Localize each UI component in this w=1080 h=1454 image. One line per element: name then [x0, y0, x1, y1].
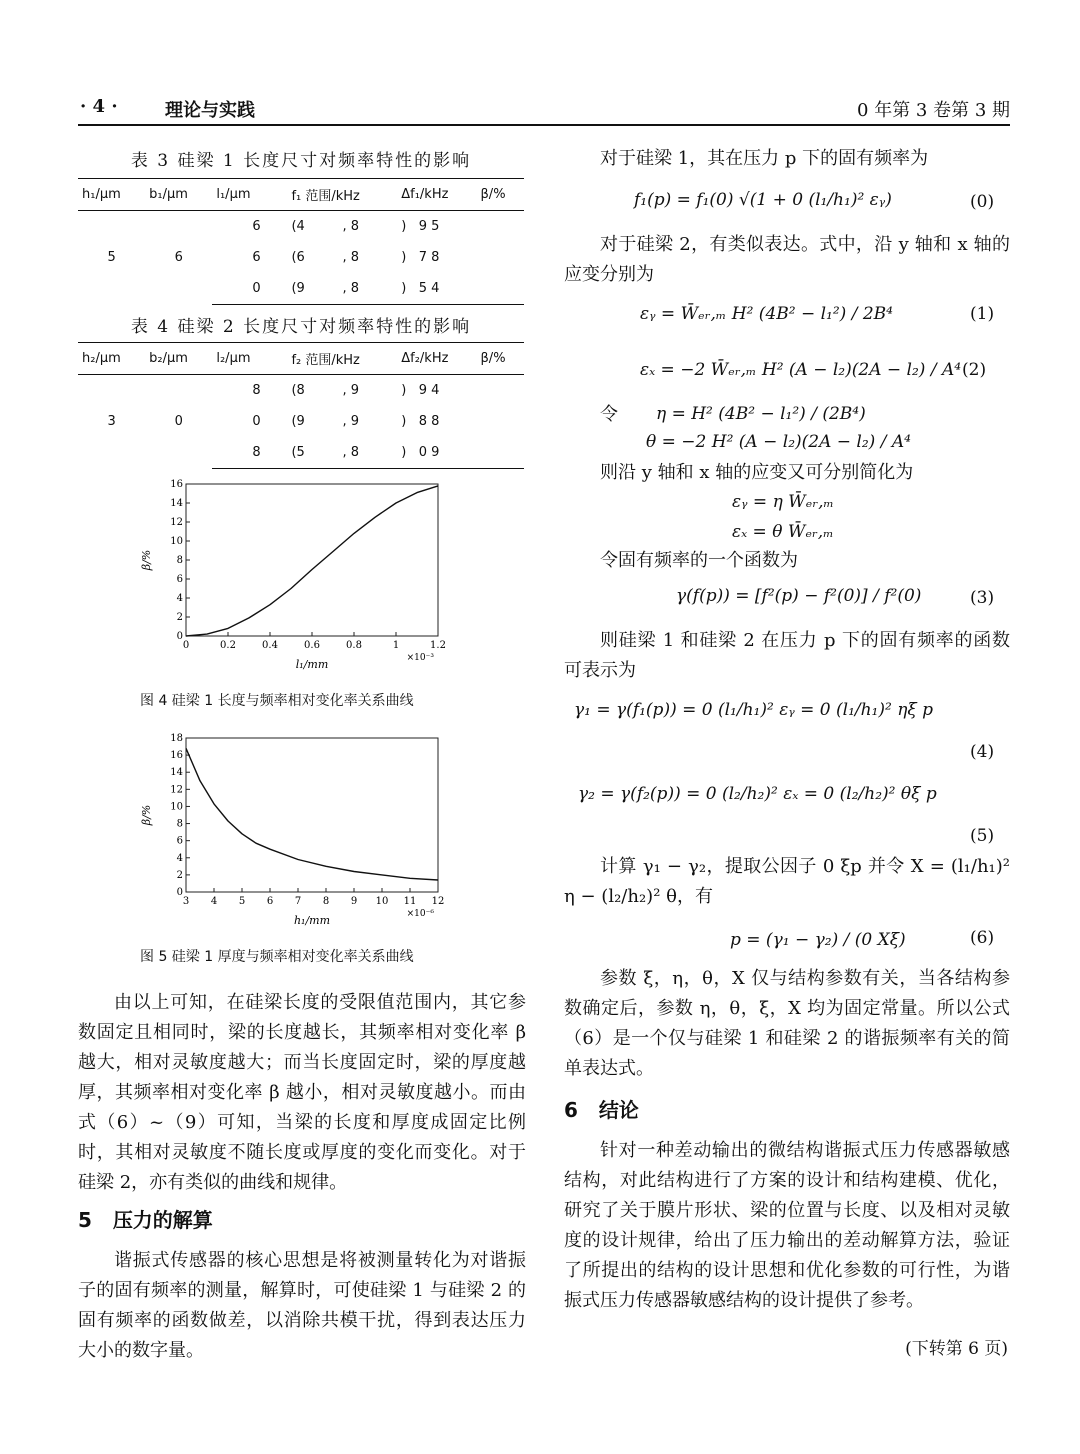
figure5-chart — [140, 730, 460, 928]
table-row — [78, 375, 524, 407]
paragraph-strain-simplified: 则沿 y 轴和 x 轴的应变又可分别简化为 — [600, 462, 914, 483]
equation-10-number: (0) — [970, 192, 995, 212]
y-tick-label: 16 — [170, 479, 183, 490]
table-cell: 7 8 — [418, 250, 440, 265]
y-tick-label: 4 — [176, 593, 183, 604]
table-cell: 5 4 — [418, 281, 440, 296]
table-row — [78, 211, 524, 243]
table-cell: 8 — [212, 437, 287, 469]
equation-15: γ₂ = γ(f₂(p)) = 0 (l₂/h₂)² εₓ = 0 (l₂/h₂)² θξ p — [578, 784, 937, 804]
x-tick-label: 3 — [182, 896, 190, 907]
equation-16-number: (6) — [970, 928, 995, 948]
table-cell: 0 — [252, 414, 261, 429]
table-cell: (8 — [291, 383, 305, 398]
series-line — [186, 486, 438, 636]
table4-header: b₂/μm — [145, 343, 212, 375]
y-tick-label: 12 — [170, 517, 183, 528]
y-tick-label: 2 — [176, 612, 183, 623]
table3-header: b₁/μm — [145, 179, 212, 211]
table4-caption: 表 4 硅梁 2 长度尺寸对频率特性的影响 — [130, 317, 472, 337]
x-tick-label: 1.2 — [430, 640, 446, 651]
table-cell: , 8 — [342, 250, 360, 265]
equation-14-number: (4) — [970, 742, 995, 762]
table3-header: Δf₁/kHz — [397, 179, 476, 211]
y-tick-label: 10 — [170, 801, 183, 813]
table-cell — [397, 242, 476, 273]
x-tick-label: 11 — [403, 896, 417, 907]
table-cell: ) — [401, 250, 407, 265]
table-cell: 8 — [252, 383, 261, 398]
table3-header: h₁/μm — [78, 179, 145, 211]
equation-10: f₁(p) = f₁(0) √(1 + 0 (l₁/h₁)² εᵧ) — [634, 190, 892, 210]
table-cell — [477, 437, 524, 469]
equation-12: εₓ = −2 W̄ₑᵣ,ₘ H² (A − l₂)(2A − l₂) / A⁴ — [640, 360, 962, 380]
paragraph-frequency-function: 令固有频率的一个函数为 — [600, 550, 798, 571]
equation-13-number: (3) — [970, 588, 995, 608]
table-cell: 0 9 — [418, 445, 440, 460]
x-tick-label: 5 — [238, 896, 246, 907]
x-tick-label: 8 — [322, 896, 330, 907]
paragraph-conclusion-of-analysis: 由以上可知，在硅梁长度的受限值范围内，其它参数固定且相同时，梁的长度越长，其频率相对变化率 β 越大，相对灵敏度越大；而当长度固定时，梁的厚度越厚，其频率相对变化率 β 越小，相对灵敏度越小。而由式（6）~（9）可知，当梁的长度和厚度成固定比例时，其相对灵敏度不随长度或厚度的变化而变化。对于硅梁 2，亦有类似的曲线和规律。 — [78, 992, 526, 1193]
equation-eps-x: εₓ = θ W̄ₑᵣ,ₘ — [732, 522, 834, 542]
x-tick-label: 9 — [350, 896, 358, 907]
table-cell — [397, 375, 476, 407]
y-tick-label: 12 — [170, 784, 183, 796]
x-tick-label: 4 — [210, 896, 218, 907]
table-cell: 9 4 — [418, 383, 440, 398]
y-tick-label: 14 — [170, 767, 183, 779]
figure4-caption: 图 4 硅梁 1 长度与频率相对变化率关系曲线 — [140, 693, 414, 709]
series-line — [186, 748, 438, 880]
table-cell: 6 — [252, 250, 261, 265]
y-tick-label: 14 — [170, 498, 183, 509]
figure4-chart — [140, 476, 460, 672]
equation-15-number: (5) — [970, 826, 995, 846]
y-tick-label: 8 — [176, 818, 183, 830]
table-cell: , 8 — [342, 219, 360, 234]
paragraph-compute-difference: 计算 γ₁ − γ₂，提取公因子 0 ξp 并令 X = (l₁/h₁)² η − (l₂/h₂)² θ，有 — [564, 856, 1010, 907]
table-cell: 6 — [252, 219, 261, 234]
running-section-title: 理论与实践 — [165, 100, 255, 121]
section6-title: 结论 — [598, 1098, 639, 1122]
paragraph-frequency-functions: 则硅梁 1 和硅梁 2 在压力 p 下的固有频率的函数可表示为 — [564, 630, 1010, 681]
table-cell: , 8 — [339, 437, 398, 469]
paragraph-parameters: 参数 ξ，η，θ，X 仅与结构参数有关，当各结构参数确定后，参数 η，θ，ξ，X 均为固定常量。所以公式（6）是一个仅与硅梁 1 和硅梁 2 的谐振频率有关的简单表达式。 — [564, 968, 1010, 1079]
section5-heading — [78, 1204, 213, 1233]
table-cell: 5 — [107, 250, 116, 266]
equation-13: γ(f(p)) = [f²(p) − f²(0)] / f²(0) — [676, 586, 922, 606]
equation-eps-y: εᵧ = η W̄ₑᵣ,ₘ — [732, 492, 834, 512]
y-tick-label: 0 — [176, 631, 183, 642]
table-cell — [477, 273, 524, 305]
x-axis-multiplier: ×10⁻³ — [406, 653, 434, 663]
table-cell — [397, 406, 476, 437]
table-cell: 0 — [174, 414, 183, 430]
table-cell: ) — [401, 414, 407, 429]
x-tick-label: 0.8 — [346, 640, 362, 651]
x-tick-label: 12 — [431, 896, 445, 907]
x-tick-label: 7 — [294, 896, 302, 907]
table-cell: , 8 — [339, 273, 398, 305]
table4 — [78, 342, 524, 469]
table4-header: β/% — [477, 343, 524, 375]
table3-header: β/% — [477, 179, 524, 211]
y-tick-label: 6 — [176, 835, 183, 847]
page-number: · 4 · — [80, 96, 118, 117]
table-cell: (9 — [287, 273, 338, 305]
y-tick-label: 16 — [170, 750, 183, 762]
section6-heading — [564, 1094, 639, 1123]
paragraph-pressure-solution: 谐振式传感器的核心思想是将被测量转化为对谐振子的固有频率的测量，解算时，可使硅梁 1 与硅梁 2 的固有频率的函数做差，以消除共模干扰，得到表达压力大小的数字量。 — [78, 1250, 526, 1361]
table-cell: 3 — [107, 414, 116, 430]
figure5-caption: 图 5 硅梁 1 厚度与频率相对变化率关系曲线 — [140, 949, 414, 965]
table-cell: (4 — [291, 219, 305, 234]
paragraph-strain-definition: 对于硅梁 2，有类似表达。式中，沿 y 轴和 x 轴的应变分别为 — [564, 234, 1010, 285]
table-cell — [477, 211, 524, 243]
table-cell: , 9 — [342, 383, 360, 398]
let-word: 令 — [600, 404, 618, 425]
table3-header: f₁ 范围/kHz — [287, 179, 397, 211]
x-tick-label: 0 — [182, 640, 190, 651]
y-tick-label: 18 — [170, 733, 183, 744]
table4-header: l₂/μm — [212, 343, 287, 375]
table-cell — [477, 406, 524, 437]
x-tick-label: 6 — [266, 896, 274, 907]
x-axis-multiplier: ×10⁻⁶ — [406, 909, 434, 919]
equation-12-number: (2) — [962, 360, 987, 380]
table-cell: 9 5 — [418, 219, 440, 234]
table-cell: ) — [401, 445, 407, 460]
table-cell — [477, 242, 524, 273]
y-tick-label: 10 — [170, 536, 183, 547]
table-cell: , 9 — [342, 414, 360, 429]
table-cell: ) — [401, 219, 407, 234]
section5-title: 压力的解算 — [112, 1208, 213, 1232]
table-cell: 8 8 — [418, 414, 440, 429]
table-cell — [397, 437, 476, 469]
continued-note: (下转第 6 页) — [905, 1339, 1008, 1359]
table3 — [78, 178, 524, 305]
equation-16: p = (γ₁ − γ₂) / (0 Xξ) — [730, 930, 906, 950]
table-cell: 0 — [212, 273, 287, 305]
paragraph-conclusion: 针对一种差动输出的微结构谐振式压力传感器敏感结构，对此结构进行了方案的设计和结构建模、优化，研究了关于膜片形状、梁的位置与长度、以及相对灵敏度的设计规律，给出了压力输出的差动解算方法，验证了所提出的结构的设计思想和优化参数的可行性，为谐振式压力传感器敏感结构的设计提供了参考。 — [564, 1140, 1010, 1311]
x-tick-label: 0.4 — [262, 640, 278, 651]
x-tick-label: 0.2 — [220, 640, 236, 651]
eta-definition: η = H² (4B² − l₁²) / (2B⁴) — [656, 404, 866, 424]
paragraph-beam1-frequency: 对于硅梁 1，其在压力 p 下的固有频率为 — [600, 148, 929, 169]
header-rule — [78, 124, 1010, 126]
journal-issue: 0 年第 3 卷第 3 期 — [857, 100, 1010, 121]
x-axis-label: h₁/mm — [293, 914, 331, 927]
table-cell — [397, 211, 476, 243]
y-tick-label: 2 — [176, 869, 183, 881]
y-axis-label: β/% — [140, 549, 153, 571]
table-cell: (6 — [291, 250, 305, 265]
x-tick-label: 0.6 — [304, 640, 320, 651]
table4-header: h₂/μm — [78, 343, 145, 375]
table3-header: l₁/μm — [212, 179, 287, 211]
y-tick-label: 0 — [176, 887, 183, 898]
table-cell: (5 — [287, 437, 338, 469]
table-cell: 6 — [174, 250, 183, 266]
y-axis-label: β/% — [140, 804, 153, 826]
table-cell: ) — [401, 281, 407, 296]
equation-11-number: (1) — [970, 304, 995, 324]
table-cell — [397, 273, 476, 305]
x-tick-label: 10 — [375, 896, 389, 907]
table4-header: f₂ 范围/kHz — [287, 343, 397, 375]
table-cell — [477, 375, 524, 407]
table-cell: ) — [401, 383, 407, 398]
table-cell: (9 — [291, 414, 305, 429]
section6-number: 6 — [564, 1098, 578, 1122]
section5-number: 5 — [78, 1208, 92, 1232]
equation-14: γ₁ = γ(f₁(p)) = 0 (l₁/h₁)² εᵧ = 0 (l₁/h₁)² ηξ p — [574, 700, 934, 720]
theta-definition: θ = −2 H² (A − l₂)(2A − l₂) / A⁴ — [646, 432, 911, 452]
y-tick-label: 6 — [176, 574, 183, 585]
equation-11: εᵧ = W̄ₑᵣ,ₘ H² (4B² − l₁²) / 2B⁴ — [640, 304, 893, 324]
table4-header: Δf₂/kHz — [397, 343, 476, 375]
y-tick-label: 8 — [176, 555, 183, 566]
plot-frame — [186, 484, 438, 636]
y-tick-label: 4 — [176, 852, 183, 864]
x-axis-label: l₁/mm — [295, 658, 329, 671]
table3-caption: 表 3 硅梁 1 长度尺寸对频率特性的影响 — [130, 151, 472, 171]
x-tick-label: 1 — [392, 640, 400, 651]
